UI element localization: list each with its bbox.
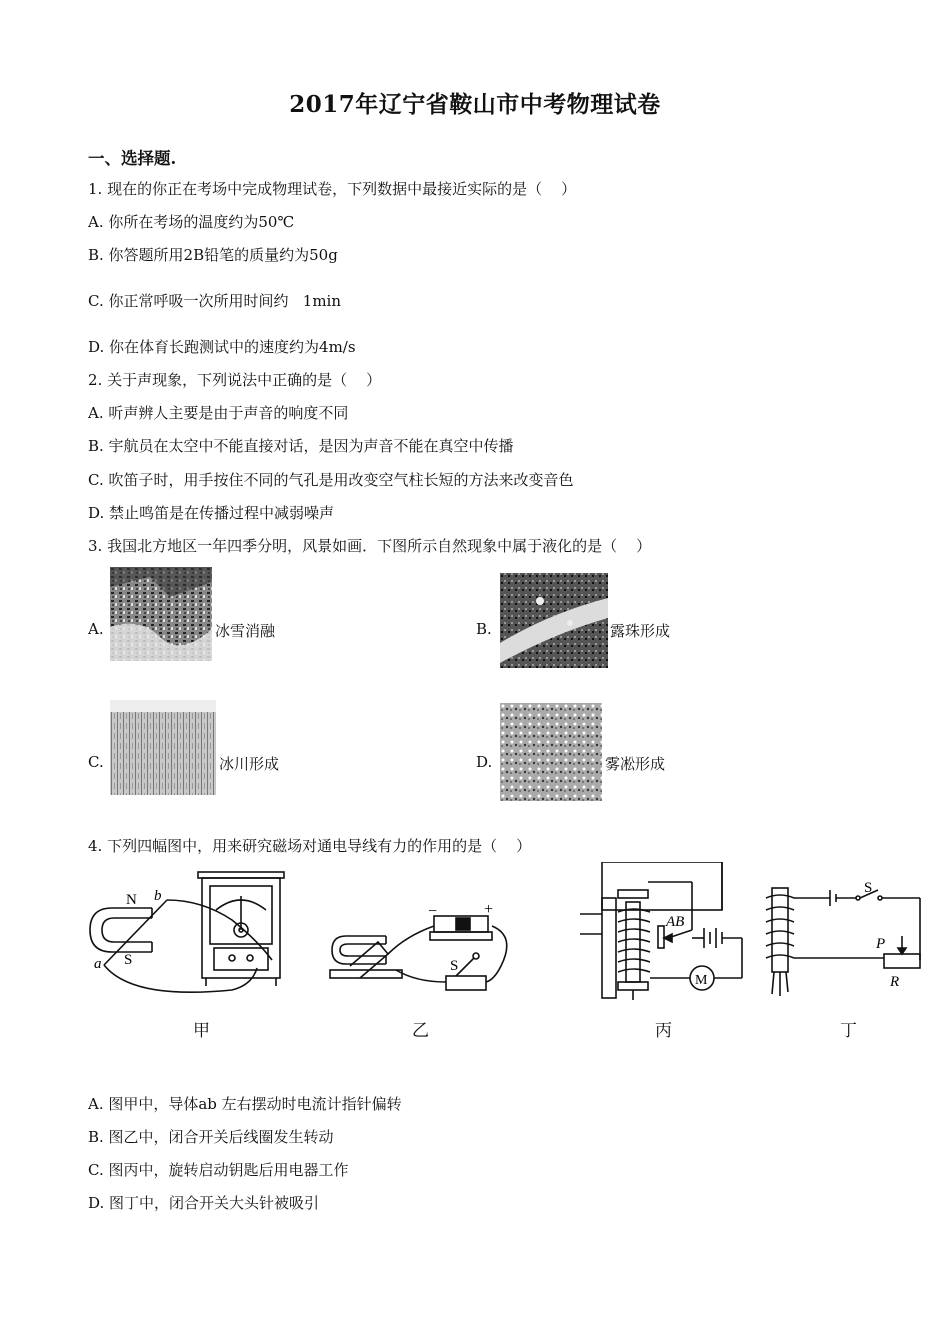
q4-stem: 4. 下列四幅图中，用来研究磁场对通电导线有力的作用的是（ ） (88, 837, 532, 855)
fig-yi-s-label: S (450, 958, 459, 974)
figure-yi-motor (326, 896, 516, 1006)
page-title: 2017年辽宁省鞍山市中考物理试卷 (289, 91, 661, 118)
q3-option-b-text: 露珠形成 (610, 622, 671, 640)
figure-ding-electromagnet (760, 876, 940, 1000)
q3-option-d-letter: D. (476, 753, 493, 771)
fig-bing-motor-label: M (695, 973, 708, 988)
fig-label-yi: 乙 (412, 1021, 429, 1041)
q4-option-d: D. 图丁中，闭合开关大头针被吸引 (88, 1194, 320, 1212)
figure-bing-relay (572, 862, 752, 1002)
fig-jia-a-label: a (94, 956, 102, 972)
q2-option-d: D. 禁止鸣笛是在传播过程中减弱噪声 (88, 504, 335, 522)
q4-option-b: B. 图乙中，闭合开关后线圈发生转动 (88, 1128, 334, 1146)
q4-option-c: C. 图丙中，旋转启动钥匙后用电器工作 (88, 1161, 349, 1179)
q3-option-a-letter: A. (88, 620, 104, 638)
q1-option-c: C. 你正常呼吸一次所用时间约 1min (88, 292, 342, 310)
dew-drops-photo (500, 573, 608, 668)
fig-bing-ab-label: AB (666, 914, 685, 930)
q1-option-b: B. 你答题所用2B铅笔的质量约为50g (88, 246, 338, 264)
section-heading: 一、选择题. (88, 149, 177, 168)
fig-jia-b-label: b (154, 888, 162, 904)
fig-yi-minus-label: − (428, 903, 438, 920)
q2-stem: 2. 关于声现象，下列说法中正确的是（ ） (88, 371, 382, 389)
q1-option-a: A. 你所在考场的温度约为50℃ (88, 213, 295, 231)
q3-option-b-letter: B. (476, 620, 492, 638)
figure-jia-galvanometer (82, 860, 292, 1010)
fig-label-bing: 丙 (655, 1021, 672, 1041)
q3-stem: 3. 我国北方地区一年四季分明，风景如画．下图所示自然现象中属于液化的是（ ） (88, 537, 652, 555)
fig-label-jia: 甲 (193, 1021, 210, 1041)
q1-option-d: D. 你在体育长跑测试中的速度约为4m/s (88, 338, 356, 356)
fig-jia-n-label: N (126, 892, 137, 908)
q3-option-d-text: 雾凇形成 (605, 755, 666, 773)
fig-ding-s-label: S (864, 880, 873, 896)
fig-label-ding: 丁 (840, 1021, 857, 1041)
q4-option-a: A. 图甲中，导体ab 左右摆动时电流计指针偏转 (88, 1095, 402, 1113)
snow-melting-photo (110, 567, 212, 661)
q2-option-c: C. 吹笛子时，用手按住不同的气孔是用改变空气柱长短的方法来改变音色 (88, 471, 574, 489)
q3-option-a-text: 冰雪消融 (215, 622, 276, 640)
fig-jia-s-label: S (124, 952, 133, 968)
q3-option-c-letter: C. (88, 753, 104, 771)
q1-stem: 1. 现在的你正在考场中完成物理试卷，下列数据中最接近实际的是（ ） (88, 180, 577, 198)
q2-option-b: B. 宇航员在太空中不能直接对话，是因为声音不能在真空中传播 (88, 437, 514, 455)
fig-ding-p-label: P (876, 936, 886, 952)
fig-yi-plus-label: + (484, 901, 494, 918)
glacier-photo (110, 700, 216, 795)
fig-ding-r-label: R (890, 974, 900, 990)
rime-photo (500, 703, 602, 801)
q3-option-c-text: 冰川形成 (219, 755, 280, 773)
q2-option-a: A. 听声辨人主要是由于声音的响度不同 (88, 404, 349, 422)
